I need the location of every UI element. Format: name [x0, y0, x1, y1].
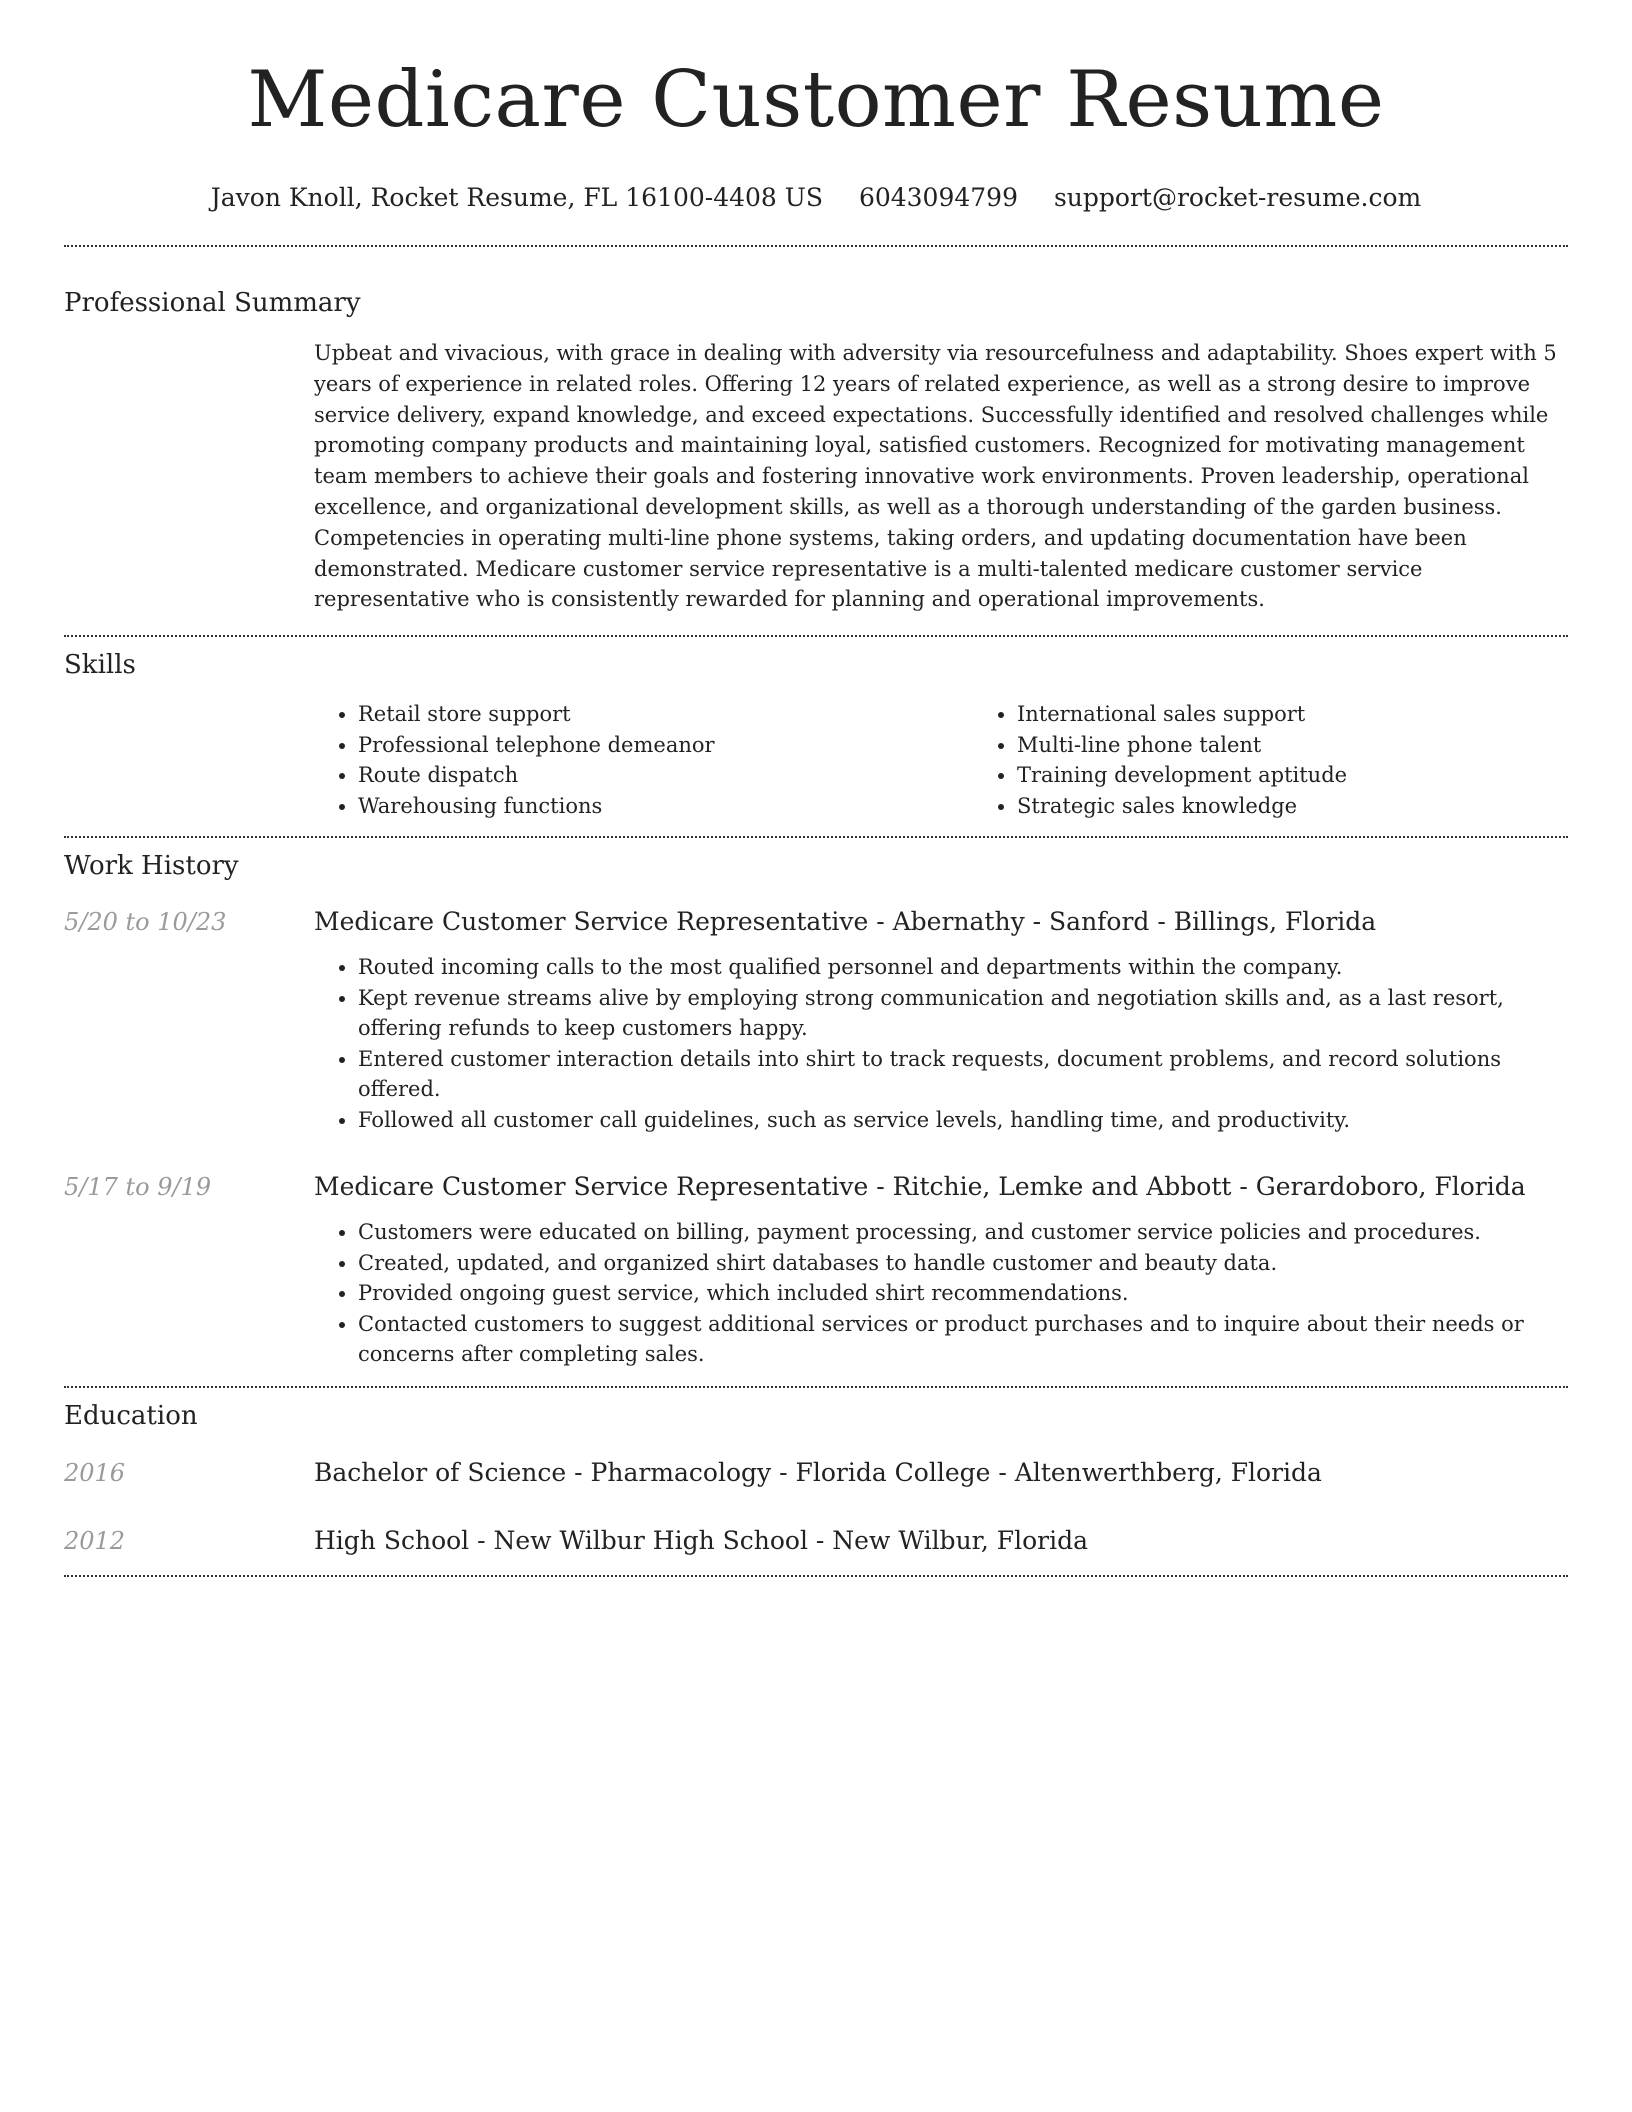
- summary-heading: Professional Summary: [64, 288, 361, 318]
- job-bullet: • Provided ongoing guest service, which included shirt recommendations.: [358, 1278, 1568, 1309]
- job-title: Medicare Customer Service Representative - Ritchie, Lemke and Abbott - Gerardoboro, Florida: [314, 1172, 1526, 1202]
- education-section: [64, 1399, 1568, 1557]
- skill-item: • Retail store support: [358, 699, 973, 730]
- job-bullet: • Entered customer interaction details into shirt to track requests, document problems, and record solutions offered.: [358, 1044, 1568, 1105]
- summary-section: [64, 286, 1568, 615]
- job-dates: 5/20 to 10/23: [64, 908, 227, 937]
- job-bullet: • Kept revenue streams alive by employing strong communication and negotiation skills and, as a last resort, offering refunds to keep customers happy.: [358, 983, 1568, 1044]
- education-year: 2012: [64, 1526, 126, 1555]
- education-text: Bachelor of Science - Pharmacology - Florida College - Altenwerthberg, Florida: [314, 1457, 1322, 1487]
- contact-address: Javon Knoll, Rocket Resume, FL 16100-4408 US: [210, 183, 823, 212]
- skill-item: • Multi-line phone talent: [1017, 730, 1632, 761]
- work-section: [64, 849, 1568, 1370]
- job-dates: 5/17 to 9/19: [64, 1173, 212, 1202]
- job-bullet: • Followed all customer call guidelines, such as service levels, handling time, and productivity.: [358, 1105, 1568, 1136]
- contact-line: [64, 182, 1568, 214]
- contact-email: support@rocket-resume.com: [1053, 183, 1422, 212]
- resume-title: Medicare Customer Resume: [247, 55, 1385, 145]
- education-entry: [64, 1525, 1568, 1557]
- summary-row: [64, 338, 1568, 615]
- skill-item: • International sales support: [1017, 699, 1632, 730]
- job-entry: [64, 1171, 1568, 1370]
- education-entry: [64, 1457, 1568, 1489]
- divider: [64, 245, 1568, 247]
- skills-row: [64, 699, 1568, 821]
- job-entry: [64, 906, 1568, 1135]
- skill-item: • Strategic sales knowledge: [1017, 791, 1632, 822]
- contact-phone: 6043094799: [858, 183, 1018, 212]
- education-year: 2016: [64, 1458, 126, 1487]
- education-text: High School - New Wilbur High School - New Wilbur, Florida: [314, 1525, 1089, 1555]
- skills-list-right: [973, 699, 1632, 821]
- job-bullet: • Created, updated, and organized shirt databases to handle customer and beauty data.: [358, 1248, 1568, 1279]
- resume-page: [64, 0, 1568, 1577]
- skill-item: • Training development aptitude: [1017, 760, 1632, 791]
- education-heading: Education: [64, 1400, 198, 1431]
- divider: [64, 836, 1568, 838]
- job-bullets: [314, 952, 1568, 1135]
- job-bullet: • Routed incoming calls to the most qualified personnel and departments within the company.: [358, 952, 1568, 983]
- divider: [64, 1575, 1568, 1577]
- skill-item: • Warehousing functions: [358, 791, 973, 822]
- divider: [64, 635, 1568, 637]
- job-bullets: [314, 1217, 1568, 1370]
- skills-section: [64, 648, 1568, 821]
- skills-list-left: [314, 699, 973, 821]
- job-bullet: • Contacted customers to suggest additional services or product purchases and to inquire about their needs or concerns after completing sales.: [358, 1309, 1568, 1370]
- job-bullet: • Customers were educated on billing, payment processing, and customer service policies and procedures.: [358, 1217, 1568, 1248]
- skill-item: • Professional telephone demeanor: [358, 730, 973, 761]
- work-heading: Work History: [64, 851, 239, 882]
- job-title: Medicare Customer Service Representative - Abernathy - Sanford - Billings, Florida: [314, 907, 1377, 937]
- divider: [64, 1386, 1568, 1388]
- skill-item: • Route dispatch: [358, 760, 973, 791]
- summary-text: Upbeat and vivacious, with grace in dealing with adversity via resourcefulness and adaptability. Shoes expert with 5 years of experience in related roles. Offering 12 years of related experience, as well as a strong desire to improve service delivery, expand knowledge, and exceed expectations. Successfully identified and resolved challenges while promoting company products and maintaining loyal, satisfied customers. Recognized for motivating management team members to achieve their goals and fostering innovative work environments. Proven leadership, operational excellence, and organizational development skills, as well as a thorough understanding of the garden business. Competencies in operating multi-line phone systems, taking orders, and updating documentation have been demonstrated. Medicare customer service representative is a multi-talented medicare customer service representative who is consistently rewarded for planning and operational improvements.: [314, 341, 1557, 612]
- skills-heading: Skills: [64, 650, 136, 681]
